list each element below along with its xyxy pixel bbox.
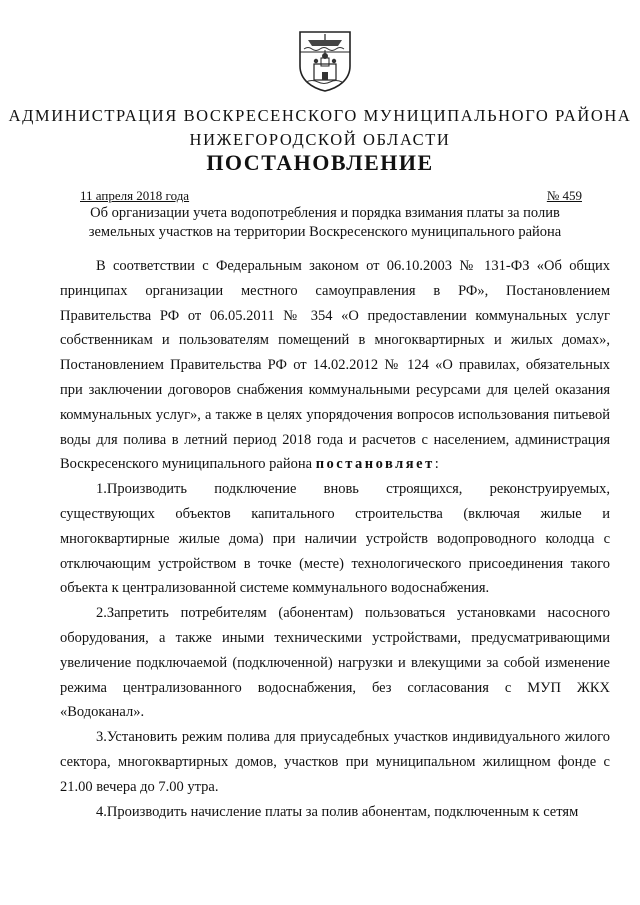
organization-region: НИЖЕГОРОДСКОЙ ОБЛАСТИ [189, 130, 451, 149]
document-number: № 459 [546, 188, 582, 203]
clause-paragraph: 2.Запретить потребителям (абонентам) пользоваться установками насосного оборудования, а также иными техническими устройствами, предусматривающими увеличение подключаемой (подключенной) нагрузки и влекущими за собой изменение режима централизованного водоснабжения, без согласования с МУП ЖКХ «Водоканал». [60, 605, 610, 721]
decree-word: постановляет [315, 456, 435, 473]
clause-paragraph: 1.Производить подключение вновь строящихся, реконструируемых, существующих объектов капитального строительства (включая жилые и многоквартирные жилые дома) при наличии устройств водопроводного колодца с отключающим устройством в точке (месте) технологического присоединения такого объекта к централизованной системе коммунального водоснабжения. [60, 481, 610, 597]
document-type-title: ПОСТАНОВЛЕНИЕ [206, 150, 434, 175]
preamble-paragraph [60, 254, 610, 477]
coat-of-arms-icon [296, 30, 354, 92]
organization-name: АДМИНИСТРАЦИЯ ВОСКРЕСЕНСКОГО МУНИЦИПАЛЬНОГО РАЙОНА [8, 106, 632, 125]
subject-line: Об организации учета водопотребления и порядка взимания платы за полив [90, 205, 560, 221]
clause-paragraph: 4.Производить начисление платы за полив абонентам, подключенным к сетям [96, 803, 579, 820]
document-subject [60, 204, 590, 242]
decree-suffix: : [434, 456, 439, 473]
preamble-text: В соответствии с Федеральным законом от 06.10.2003 № 131-ФЗ «Об общих принципах организации местного самоуправления в РФ», Постановлением Правительства РФ от 06.05.2011 № 354 «О предоставлении коммунальных услуг собственникам и пользователям помещений в многоквартирных и жилых домах», Постановлением Правительства РФ от 14.02.2012 № 124 «О правилах, обязательных при заключении договоров снабжения коммунальными ресурсами для целей оказания коммунальных услуг», а также в целях упорядочения вопросов использования питьевой воды для полива в летний период 2018 года и расчетов с населением, администрация Воскресенского муниципального района [60, 258, 610, 473]
clause-paragraph: 3.Установить режим полива для приусадебных участков индивидуального жилого сектора, многоквартирных домов, участков при муниципальном жилищном фонде с 21.00 вечера до 7.00 утра. [60, 729, 610, 795]
document-body [60, 254, 610, 824]
document-date: 11 апреля 2018 года [80, 188, 190, 203]
subject-line: земельных участков на территории Воскресенского муниципального района [88, 224, 562, 240]
